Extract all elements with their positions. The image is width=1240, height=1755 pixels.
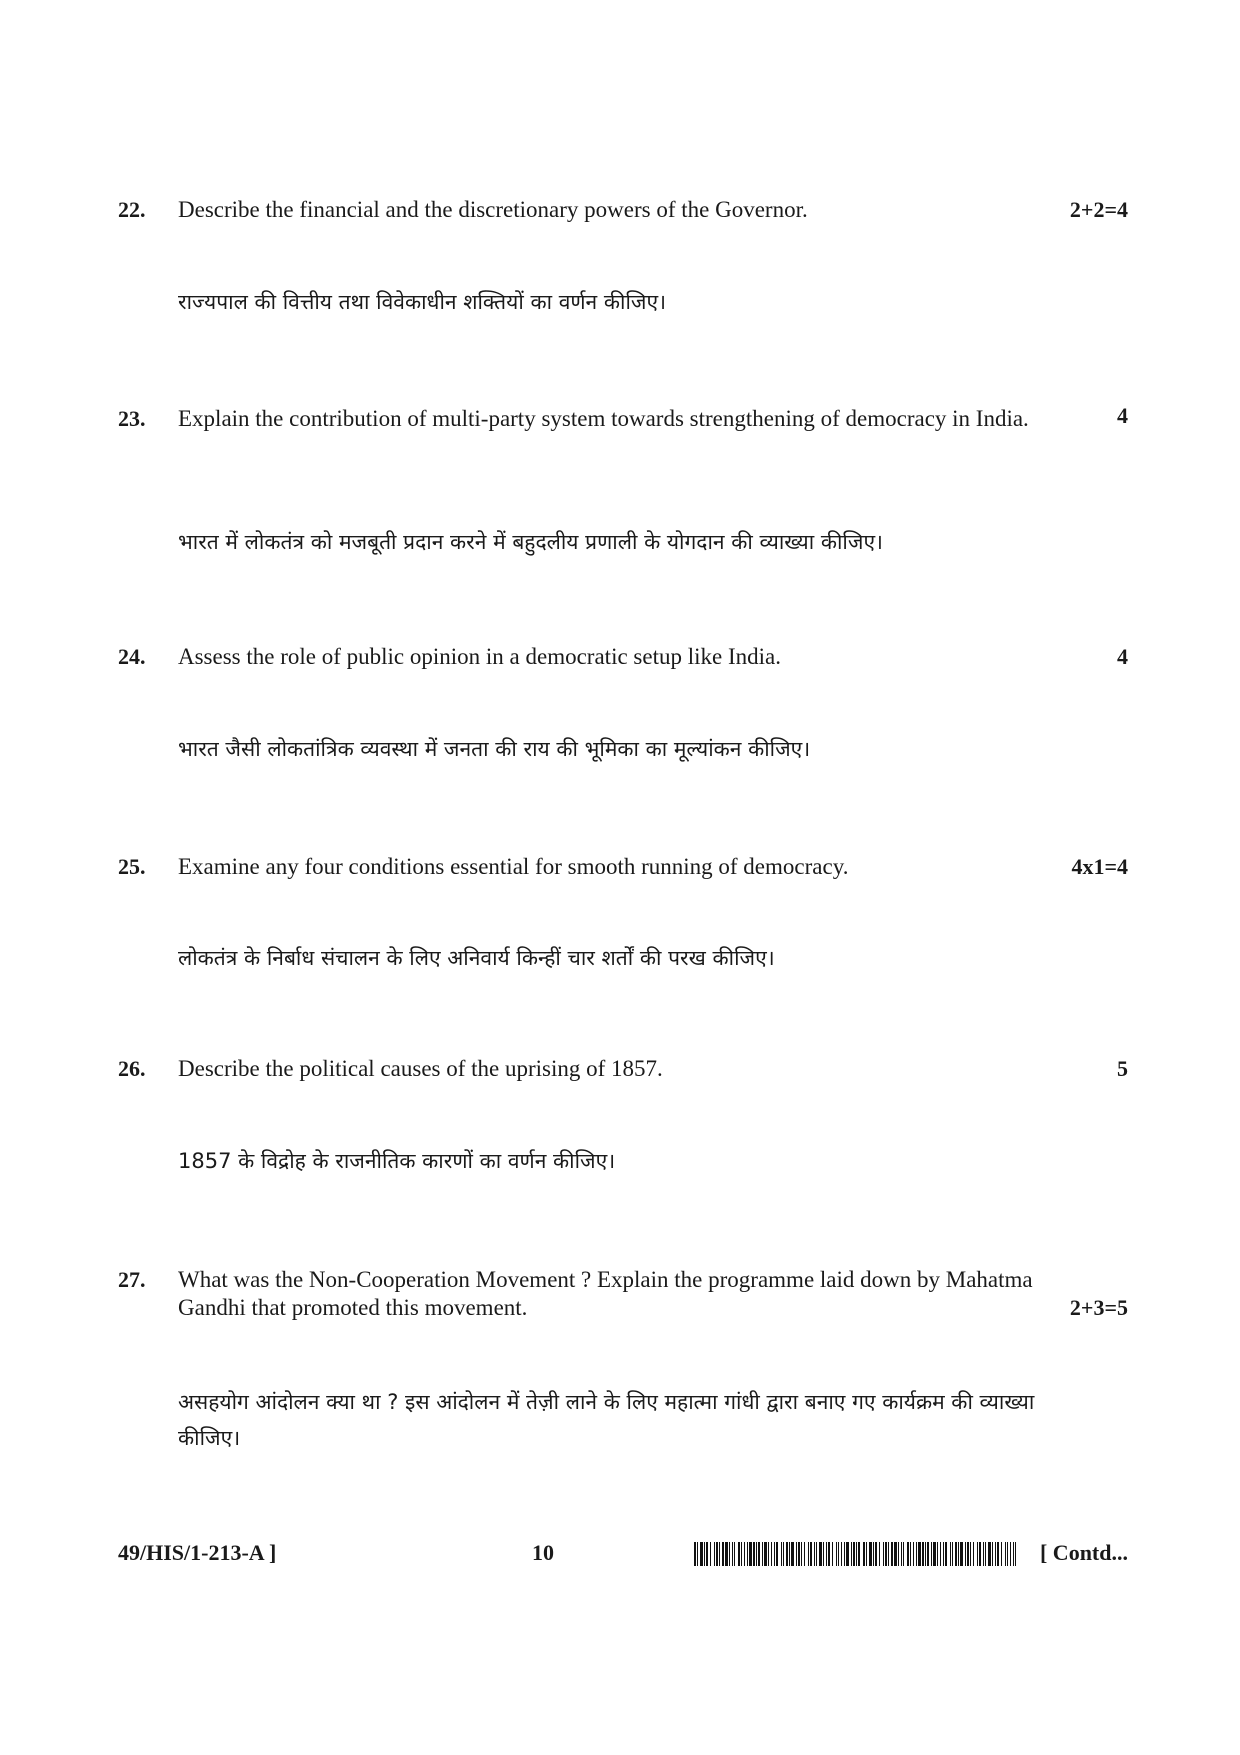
question-text: Explain the contribution of multi-party system towards strengthening of democracy in India.	[178, 406, 1029, 431]
question-number: 24.	[118, 644, 146, 669]
page-footer	[118, 1538, 1128, 1572]
question-hindi-text: राज्यपाल की वित्तीय तथा विवेकाधीन शक्तियों का वर्णन कीजिए।	[178, 290, 667, 314]
paper-code: 49/HIS/1-213-A ]	[118, 1540, 277, 1565]
question-hindi-text: 1857 के विद्रोह के राजनीतिक कारणों का वर्णन कीजिए।	[178, 1149, 616, 1173]
question-hindi-text: असहयोग आंदोलन क्या था ? इस आंदोलन में तेज़ी लाने के लिए महात्मा गांधी द्वारा बनाए गए कार्यक्रम की व्याख्या कीजिए।	[178, 1390, 1035, 1450]
question-hindi-text: भारत जैसी लोकतांत्रिक व्यवस्था में जनता की राय की भूमिका का मूल्यांकन कीजिए।	[178, 737, 811, 761]
question-number: 27.	[118, 1267, 146, 1292]
question-number: 22.	[118, 197, 146, 222]
question-number: 23.	[118, 406, 146, 431]
question-marks: 4	[1117, 403, 1128, 428]
question-hindi-text: लोकतंत्र के निर्बाध संचालन के लिए अनिवार्य किन्हीं चार शर्तों की परख कीजिए।	[178, 946, 775, 970]
question-marks: 4x1=4	[1071, 854, 1128, 879]
question-text: Assess the role of public opinion in a democratic setup like India.	[178, 644, 781, 669]
barcode	[694, 1542, 1016, 1566]
question-number: 26.	[118, 1056, 146, 1081]
question-number: 25.	[118, 854, 146, 879]
question-text: Examine any four conditions essential for smooth running of democracy.	[178, 854, 849, 879]
question-hindi-text: भारत में लोकतंत्र को मजबूती प्रदान करने में बहुदलीय प्रणाली के योगदान की व्याख्या कीजिए।	[178, 530, 884, 554]
question-marks: 5	[1117, 1056, 1128, 1081]
question-text: What was the Non-Cooperation Movement ? Explain the programme laid down by Mahatma Gandhi that promoted this movement.	[178, 1267, 1033, 1320]
question-marks: 4	[1117, 644, 1128, 669]
question-marks: 2+3=5	[1069, 1295, 1128, 1320]
question-text: Describe the political causes of the uprising of 1857.	[178, 1056, 663, 1081]
question-marks: 2+2=4	[1069, 197, 1128, 222]
continued-label: [ Contd...	[1039, 1540, 1128, 1565]
page-number: 10	[532, 1540, 554, 1565]
question-text: Describe the financial and the discretionary powers of the Governor.	[178, 197, 808, 222]
